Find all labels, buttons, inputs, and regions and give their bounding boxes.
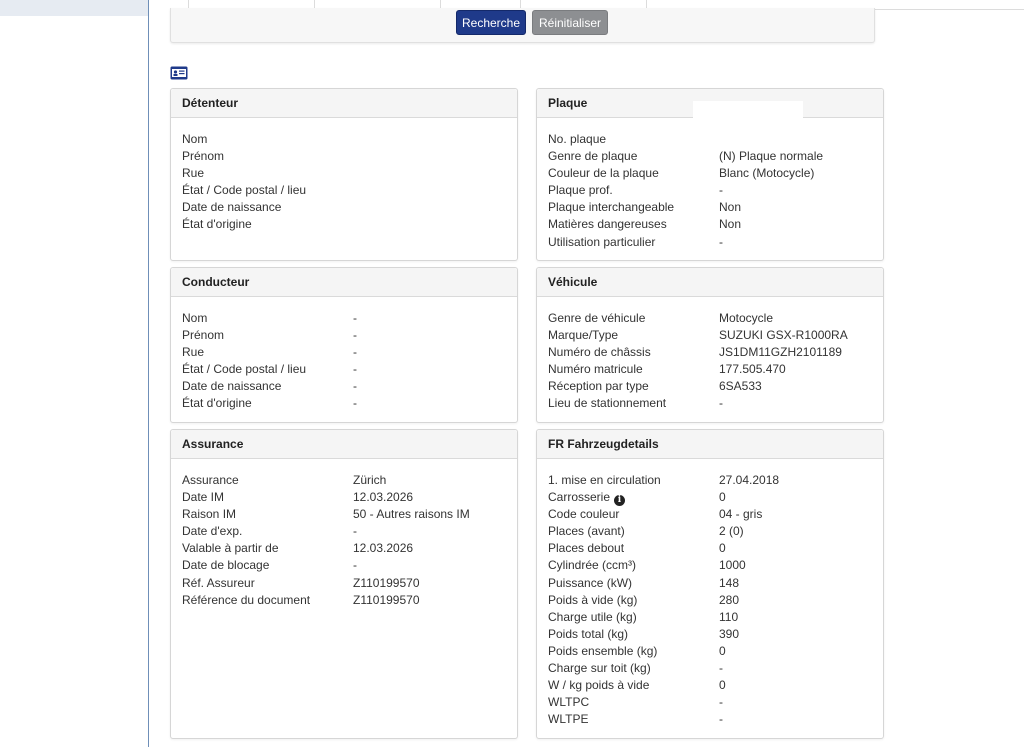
table-row — [548, 327, 872, 344]
table-row — [548, 592, 872, 609]
field-value: SUZUKI GSX-R1000RA — [719, 328, 848, 343]
field-value — [353, 165, 506, 182]
table-row — [182, 557, 506, 574]
field-value: 0 — [719, 643, 726, 658]
vehicle-rows — [537, 297, 883, 413]
table-row — [548, 643, 872, 660]
table-row — [182, 165, 506, 182]
field-value: 2 (0) — [719, 524, 744, 539]
reset-button[interactable]: Réinitialiser — [532, 10, 608, 35]
left-navigation-pane — [0, 0, 149, 747]
table-row — [548, 361, 872, 378]
field-value — [353, 131, 506, 148]
table-row — [182, 131, 506, 148]
fr-vehicle-details-panel — [536, 429, 884, 739]
table-row — [548, 523, 872, 540]
table-row — [548, 344, 872, 361]
field-label: Nom — [182, 311, 208, 325]
table-row — [182, 592, 506, 609]
field-value: - — [353, 524, 357, 539]
table-row — [182, 395, 506, 412]
table-row — [182, 523, 506, 540]
field-label: Poids à vide (kg) — [548, 592, 638, 607]
table-row — [548, 575, 872, 592]
field-label: Genre de véhicule — [548, 311, 646, 325]
field-value — [353, 148, 506, 165]
field-value: Non — [719, 200, 742, 215]
field-label: Couleur de la plaque — [548, 166, 659, 181]
field-label: Prénom — [182, 149, 225, 164]
field-label: Utilisation particulier — [548, 234, 656, 249]
field-value: 12.03.2026 — [353, 490, 414, 505]
field-value: 0 — [719, 541, 726, 556]
panel-title: Détenteur — [171, 89, 517, 118]
field-label: Poids ensemble (kg) — [548, 643, 658, 658]
table-row — [548, 310, 872, 327]
field-label: État / Code postal / lieu — [182, 362, 307, 377]
field-value: 04 - gris — [719, 507, 763, 522]
field-value — [719, 131, 872, 148]
field-label: Date de naissance — [182, 379, 282, 394]
field-value: - — [353, 379, 357, 394]
field-value: - — [719, 234, 723, 249]
field-value: JS1DM11GZH2101189 — [719, 345, 842, 360]
field-label: État d'origine — [182, 217, 252, 232]
table-row — [548, 557, 872, 574]
field-label: Référence du document — [182, 592, 311, 607]
field-label: État d'origine — [182, 396, 252, 411]
field-label: Réception par type — [548, 379, 649, 394]
table-row — [182, 182, 506, 199]
table-row — [548, 148, 872, 165]
holder-rows — [171, 118, 517, 234]
field-value: - — [353, 328, 357, 343]
field-value: 177.505.470 — [719, 362, 786, 377]
holder-panel — [170, 88, 518, 261]
field-value: Motocycle — [719, 311, 774, 325]
field-label: Numéro de châssis — [548, 345, 651, 360]
field-label: Réf. Assureur — [182, 575, 255, 590]
field-value: - — [719, 695, 723, 710]
driver-rows — [171, 297, 517, 413]
table-row — [548, 711, 872, 728]
field-value: Non — [719, 217, 742, 232]
field-label: Plaque prof. — [548, 183, 613, 198]
table-row — [548, 694, 872, 711]
table-row — [548, 378, 872, 395]
field-label: Marque/Type — [548, 328, 619, 343]
field-value: (N) Plaque normale — [719, 149, 824, 164]
table-row — [548, 182, 872, 199]
field-label: Places (avant) — [548, 524, 625, 539]
table-row — [182, 327, 506, 344]
panel-title: Conducteur — [171, 268, 517, 297]
field-label: Puissance (kW) — [548, 575, 633, 590]
field-label: Rue — [182, 166, 205, 181]
field-value: 0 — [719, 678, 726, 693]
field-value: Z110199570 — [353, 575, 420, 590]
field-label: Code couleur — [548, 507, 620, 522]
field-value — [353, 182, 506, 199]
field-label: Poids total (kg) — [548, 626, 629, 641]
table-row — [548, 216, 872, 233]
plate-panel — [536, 88, 884, 261]
table-row — [548, 677, 872, 694]
field-value: 148 — [719, 575, 740, 590]
table-row — [182, 489, 506, 506]
field-value: 27.04.2018 — [719, 473, 780, 487]
field-label: W / kg poids à vide — [548, 678, 650, 693]
field-value — [353, 199, 506, 216]
table-row — [548, 626, 872, 643]
field-label: Cylindrée (ccm³) — [548, 558, 637, 573]
table-row — [182, 344, 506, 361]
search-toolbar — [170, 8, 875, 43]
field-value: - — [719, 396, 723, 411]
field-value: Blanc (Motocycle) — [719, 166, 815, 181]
field-value: 0 — [719, 490, 726, 505]
field-label: Matières dangereuses — [548, 217, 667, 232]
field-label: Charge utile (kg) — [548, 609, 637, 624]
field-value: 110 — [719, 609, 739, 624]
insurance-rows — [171, 459, 517, 609]
table-row — [182, 540, 506, 557]
field-label: État / Code postal / lieu — [182, 183, 307, 198]
table-row — [182, 310, 506, 327]
table-row — [182, 148, 506, 165]
field-value: - — [719, 712, 723, 727]
info-icon[interactable]: i — [614, 495, 625, 506]
driver-panel — [170, 267, 518, 423]
field-label: Rue — [182, 345, 205, 360]
search-button[interactable]: Recherche — [456, 10, 526, 35]
table-row — [548, 395, 872, 412]
field-label: Assurance — [182, 473, 239, 487]
field-value: - — [353, 311, 357, 325]
table-row — [548, 234, 872, 251]
field-label: Date IM — [182, 490, 225, 505]
table-row — [548, 489, 872, 506]
table-row — [548, 506, 872, 523]
redaction-mask — [693, 101, 803, 121]
table-row — [182, 506, 506, 523]
field-label: Places debout — [548, 541, 625, 556]
field-value: 50 - Autres raisons IM — [353, 507, 470, 522]
field-label: Plaque interchangeable — [548, 200, 675, 215]
table-row — [182, 216, 506, 233]
field-value: 12.03.2026 — [353, 541, 414, 556]
field-label: Charge sur toit (kg) — [548, 661, 651, 676]
field-label: No. plaque — [548, 132, 607, 146]
field-label: 1. mise en circulation — [548, 473, 661, 487]
field-value: - — [719, 661, 723, 676]
field-value: - — [353, 362, 357, 377]
field-value: Zürich — [353, 473, 387, 487]
field-value — [353, 216, 506, 233]
panel-title: Assurance — [171, 430, 517, 459]
table-row — [548, 540, 872, 557]
table-row — [182, 199, 506, 216]
table-row — [182, 361, 506, 378]
field-label: Genre de plaque — [548, 149, 638, 164]
panel-title: Véhicule — [537, 268, 883, 297]
field-label: Carrosserie — [548, 490, 611, 505]
table-row — [548, 609, 872, 626]
field-value: 280 — [719, 592, 740, 607]
table-row — [182, 472, 506, 489]
field-value: - — [353, 396, 357, 411]
field-label: WLTPC — [548, 695, 590, 710]
field-value: - — [353, 558, 357, 573]
fr-details-rows — [537, 459, 883, 728]
insurance-panel — [170, 429, 518, 739]
field-value: 390 — [719, 626, 740, 641]
field-label: Raison IM — [182, 507, 237, 522]
field-value: Z110199570 — [353, 592, 420, 607]
field-label: Numéro matricule — [548, 362, 643, 377]
panel-title: Plaque — [537, 89, 883, 118]
field-label: Date de naissance — [182, 200, 282, 215]
panel-title: FR Fahrzeugdetails — [537, 430, 883, 459]
field-label-with-info — [548, 489, 719, 506]
id-card-icon[interactable] — [170, 66, 188, 80]
table-row — [548, 472, 872, 489]
plate-rows — [537, 118, 883, 251]
field-label: Lieu de stationnement — [548, 396, 667, 411]
field-value: - — [353, 345, 357, 360]
table-row — [182, 575, 506, 592]
field-value: - — [719, 183, 723, 198]
field-label: WLTPE — [548, 712, 589, 727]
table-row — [182, 378, 506, 395]
table-row — [548, 131, 872, 148]
field-label: Nom — [182, 132, 208, 146]
field-label: Prénom — [182, 328, 225, 343]
vehicle-panel — [536, 267, 884, 423]
table-row — [548, 660, 872, 677]
field-label: Date d'exp. — [182, 524, 243, 539]
selected-nav-item[interactable] — [0, 0, 148, 16]
field-value: 1000 — [719, 558, 746, 573]
table-row — [548, 165, 872, 182]
field-label: Date de blocage — [182, 558, 270, 573]
table-row — [548, 199, 872, 216]
field-value: 6SA533 — [719, 379, 762, 394]
field-label: Valable à partir de — [182, 541, 279, 556]
